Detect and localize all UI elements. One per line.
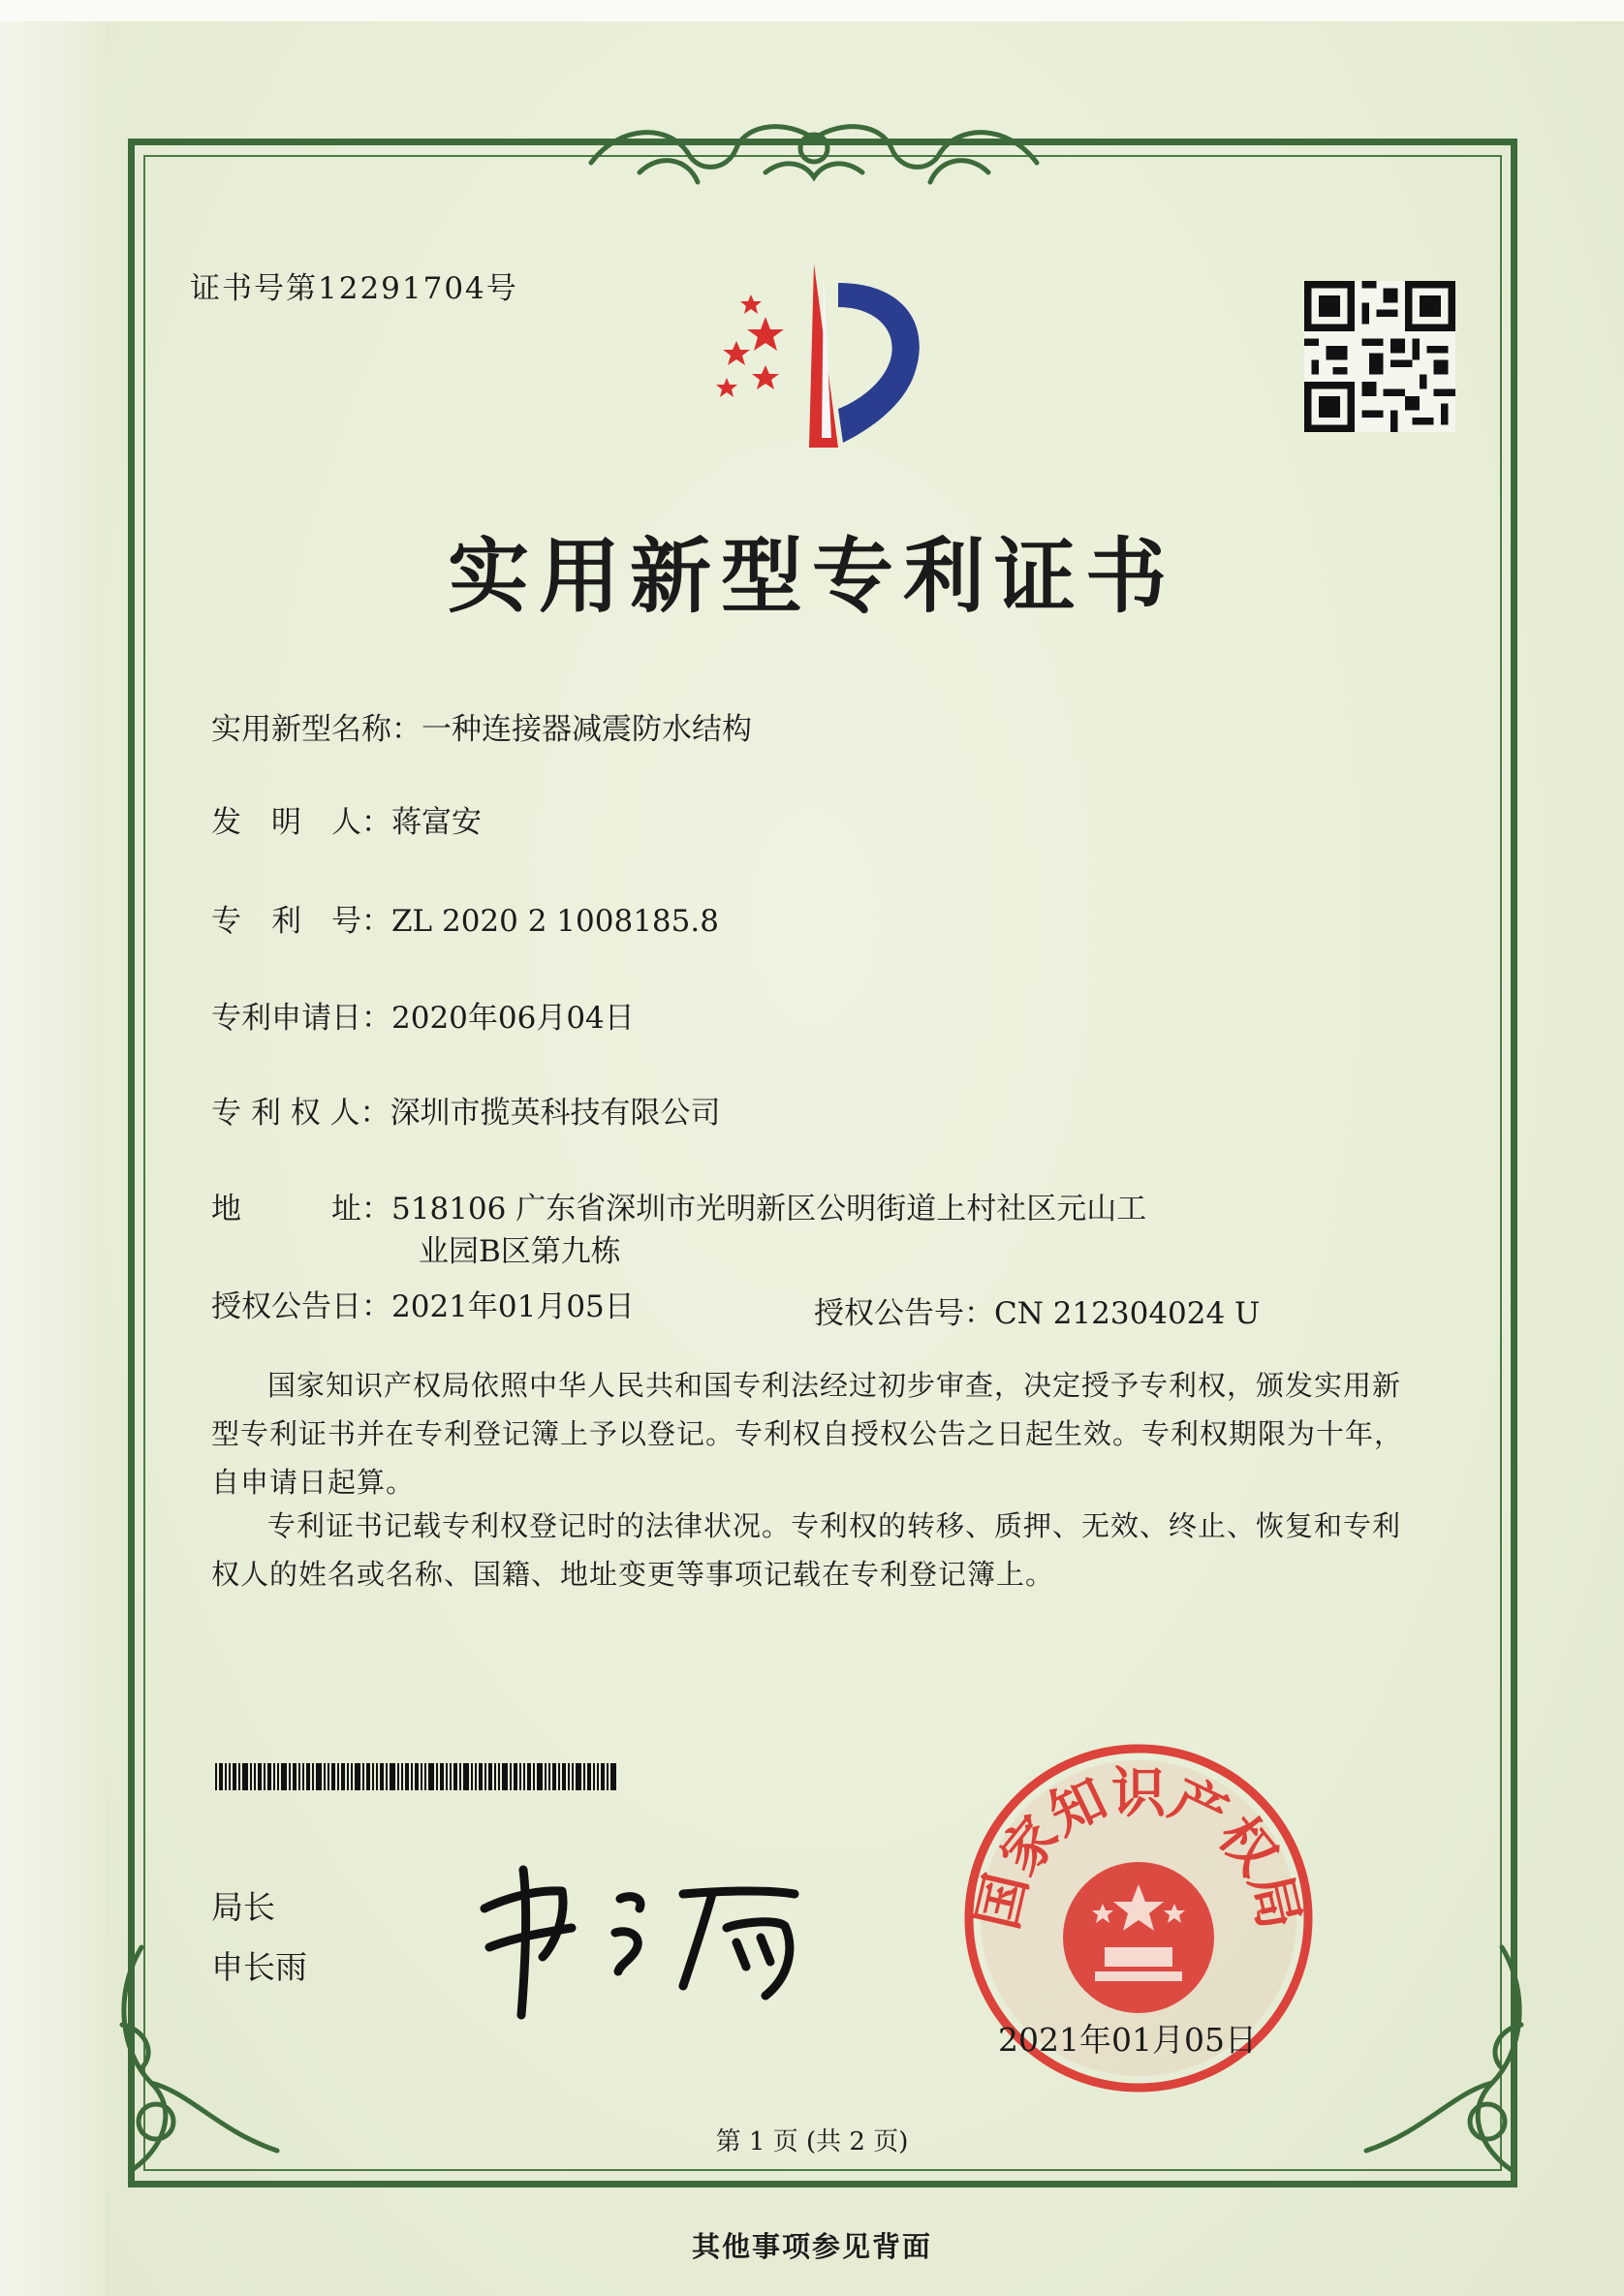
director-signature-icon (475, 1850, 814, 2025)
seal-date: 2021年01月05日 (998, 2021, 1257, 2059)
inventor-field (211, 797, 482, 841)
address-field (211, 1184, 1146, 1227)
scan-top-edge (0, 0, 1624, 21)
barcode-icon (215, 1763, 616, 1790)
patentee-field (211, 1088, 721, 1132)
address-label: 地 址： (211, 1192, 391, 1226)
patentee-value: 深圳市揽英科技有限公司 (390, 1096, 721, 1131)
director-title: 局长 (211, 1888, 275, 1926)
patent-number-value: ZL 2020 2 1008185.8 (391, 904, 719, 939)
grant-number-field (814, 1288, 1260, 1332)
certificate-number: 证书号第12291704号 (190, 271, 518, 306)
grant-date-value: 2021年01月05日 (391, 1289, 635, 1324)
name-field (211, 704, 752, 748)
inventor-value: 蒋富安 (391, 805, 482, 840)
grant-number-label: 授权公告号： (814, 1296, 994, 1331)
name-label: 实用新型名称： (211, 712, 422, 747)
patent-number-label: 专 利 号： (211, 904, 391, 939)
seal-text: 国家知识产权局 (966, 1762, 1311, 1936)
page-number: 第 1 页 (共 2 页) (715, 2127, 909, 2156)
legal-status-paragraph: 专利证书记载专利权登记时的法律状况。专利权的转移、质押、无效、终止、恢复和专利权人的姓名或名称、国籍、地址变更等事项记载在专利登记簿上。 (211, 1509, 1402, 1591)
name-value: 一种连接器减震防水结构 (422, 712, 752, 747)
patentee-label: 专 利 权 人： (211, 1096, 390, 1131)
certificate-title: 实用新型专利证书 (447, 529, 1176, 624)
inventor-label: 发 明 人： (211, 805, 391, 840)
application-date-label: 专利申请日： (211, 1001, 391, 1036)
qr-code-icon (1304, 281, 1455, 432)
top-ornament-icon (581, 105, 1046, 192)
grant-date-field (211, 1282, 635, 1325)
patent-number-field (211, 896, 719, 940)
director-name: 申长雨 (211, 1948, 307, 1986)
grant-date-label: 授权公告日： (211, 1289, 391, 1324)
grant-number-value: CN 212304024 U (994, 1296, 1261, 1331)
patent-office-logo-icon (707, 264, 945, 457)
grant-statement-paragraph: 国家知识产权局依照中华人民共和国专利法经过初步审查，决定授予专利权，颁发实用新型专利证书并在专利登记簿上予以登记。专利权自授权公告之日起生效。专利权期限为十年，自申请日起算。 (211, 1369, 1404, 1499)
application-date-field (211, 993, 635, 1037)
footer-note: 其他事项参见背面 (691, 2230, 932, 2263)
address-value-line1: 518106 广东省深圳市光明新区公明街道上村社区元山工 (391, 1192, 1147, 1226)
scan-edge (0, 0, 105, 2296)
address-value-line2: 业园B区第九栋 (419, 1234, 621, 1269)
application-date-value: 2020年06月04日 (391, 1001, 635, 1036)
